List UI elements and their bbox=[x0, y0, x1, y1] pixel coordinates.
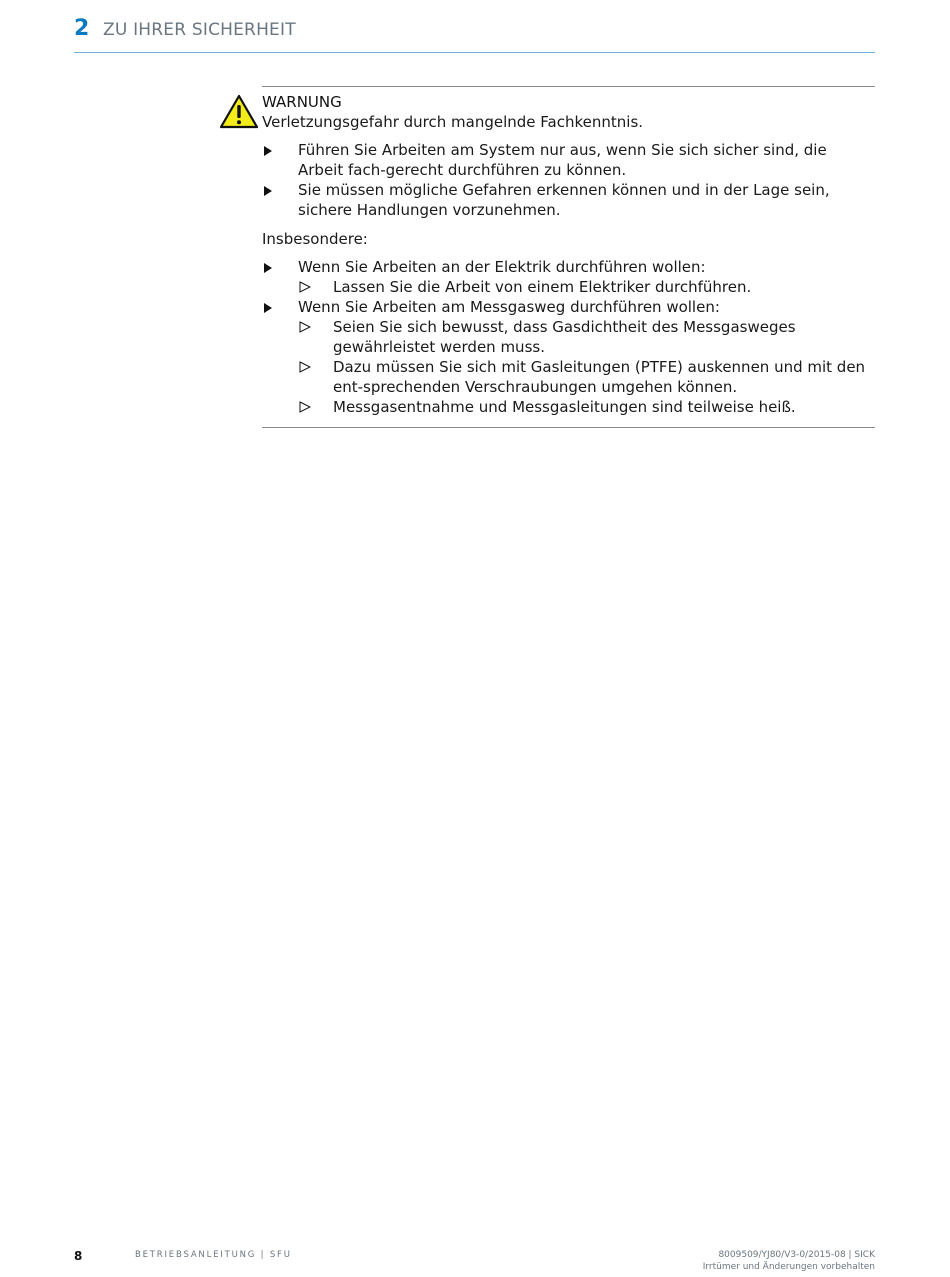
bullet-arrow-icon bbox=[264, 146, 272, 156]
footer-doc-id: 8009509/YJ80/V3-0/2015-08 | SICK bbox=[718, 1250, 875, 1260]
list-item bbox=[262, 180, 875, 220]
sub-list-item bbox=[298, 277, 875, 297]
sub-list bbox=[298, 277, 875, 297]
hollow-arrow-icon bbox=[299, 401, 311, 413]
sub-list-item-text: Seien Sie sich bewusst, dass Gasdichtheit des Messgasweges gewährleistet werden muss. bbox=[333, 318, 796, 356]
hollow-arrow-icon bbox=[299, 321, 311, 333]
list-item-text: Sie müssen mögliche Gefahren erkennen können und in der Lage sein, sichere Handlungen vorzunehmen. bbox=[298, 181, 830, 219]
page-header bbox=[74, 14, 875, 53]
list-item bbox=[262, 257, 875, 297]
insbesondere-label: Insbesondere: bbox=[262, 230, 368, 248]
sub-list-item bbox=[298, 317, 875, 357]
sub-list-item-text: Lassen Sie die Arbeit von einem Elektriker durchführen. bbox=[333, 278, 752, 296]
list-item bbox=[262, 140, 875, 180]
list-item bbox=[262, 297, 875, 417]
sub-list-item-text: Dazu müssen Sie sich mit Gasleitungen (PTFE) auskennen und mit den ent-sprechenden Verschraubungen umgehen können. bbox=[333, 358, 866, 396]
list-item-text: Wenn Sie Arbeiten am Messgasweg durchführen wollen: bbox=[298, 298, 720, 316]
page-number: 8 bbox=[74, 1249, 83, 1263]
bullet-arrow-icon bbox=[264, 263, 272, 273]
sub-list bbox=[298, 317, 875, 417]
chapter-number: 2 bbox=[74, 16, 90, 41]
footer-doc-title: BETRIEBSANLEITUNG | SFU bbox=[135, 1250, 292, 1260]
warning-top-rule bbox=[262, 86, 875, 87]
warning-item-list bbox=[262, 257, 875, 417]
bullet-arrow-icon bbox=[264, 303, 272, 313]
bullet-arrow-icon bbox=[264, 186, 272, 196]
chapter-title: ZU IHRER SICHERHEIT bbox=[103, 20, 296, 40]
warning-subtitle: Verletzungsgefahr durch mangelnde Fachkenntnis. bbox=[262, 113, 644, 131]
sub-list-item bbox=[298, 397, 875, 417]
warning-title: WARNUNG bbox=[262, 93, 342, 111]
warning-bullet-list bbox=[262, 140, 875, 220]
hollow-arrow-icon bbox=[299, 361, 311, 373]
list-item-text: Führen Sie Arbeiten am System nur aus, wenn Sie sich sicher sind, die Arbeit fach-gerecht durchführen zu können. bbox=[298, 141, 827, 179]
warning-triangle-icon bbox=[219, 94, 259, 130]
footer-disclaimer: Irrtümer und Änderungen vorbehalten bbox=[702, 1262, 875, 1272]
sub-list-item-text: Messgasentnahme und Messgasleitungen sind teilweise heiß. bbox=[333, 398, 796, 416]
list-item-text: Wenn Sie Arbeiten an der Elektrik durchführen wollen: bbox=[298, 258, 706, 276]
warning-block bbox=[262, 92, 875, 417]
sub-list-item bbox=[298, 357, 875, 397]
warning-bottom-rule bbox=[262, 427, 875, 428]
footer-meta bbox=[703, 1249, 875, 1273]
hollow-arrow-icon bbox=[299, 281, 311, 293]
